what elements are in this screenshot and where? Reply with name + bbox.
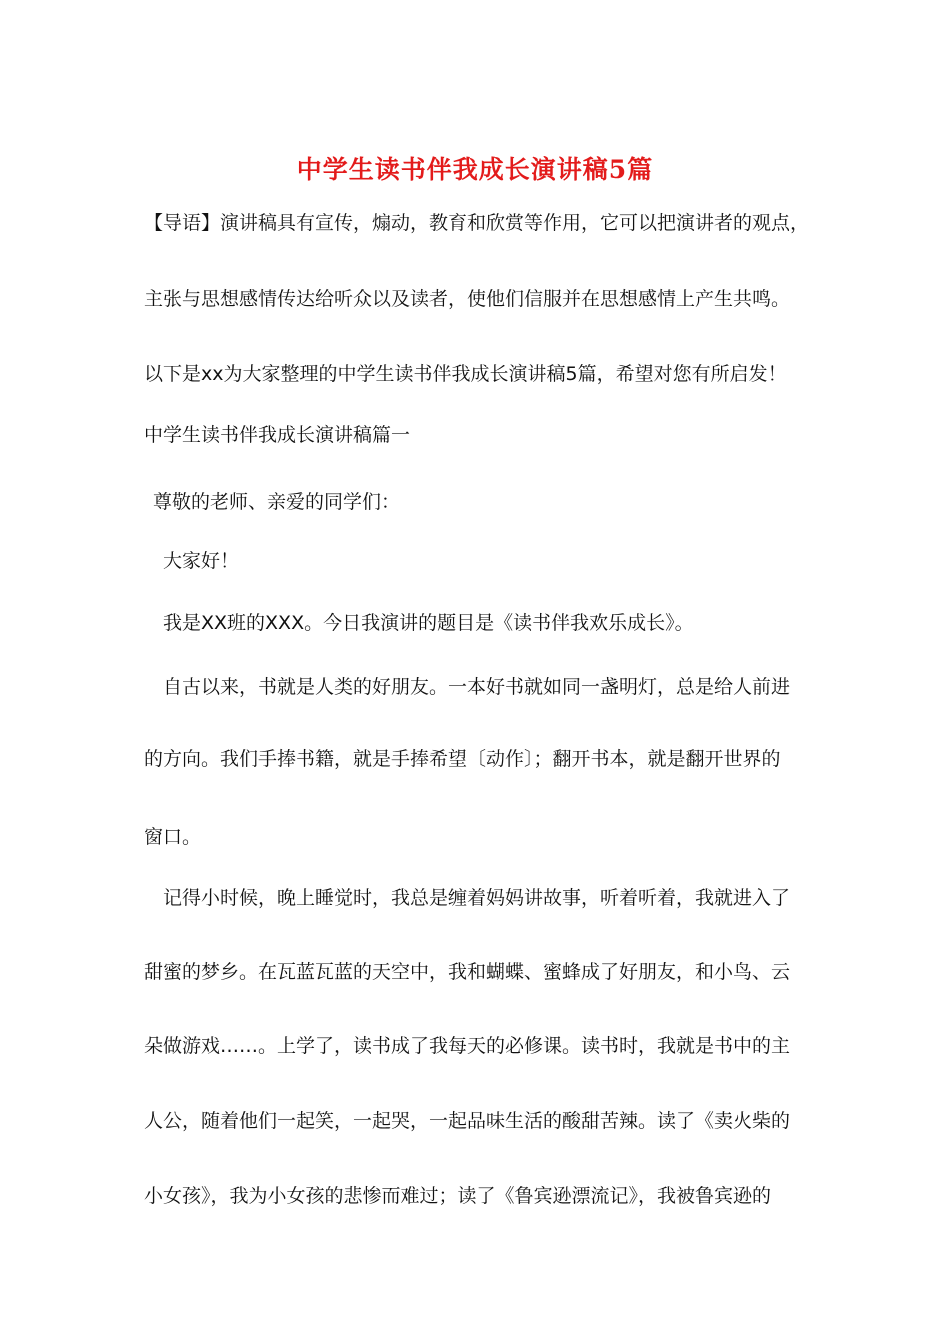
section-heading: 中学生读书伴我成长演讲稿篇一 bbox=[144, 424, 411, 446]
paragraph-1-line-2: 的方向。我们手捧书籍，就是手捧希望〔动作〕；翻开书本，就是翻开世界的 bbox=[144, 748, 781, 770]
self-intro: 我是XX班的XXX。今日我演讲的题目是《读书伴我欢乐成长》。 bbox=[163, 612, 694, 634]
intro-line-3: 以下是xx为大家整理的中学生读书伴我成长演讲稿5篇，希望对您有所启发！ bbox=[144, 363, 787, 385]
paragraph-2-line-4: 人公，随着他们一起笑，一起哭，一起品味生活的酸甜苦辣。读了《卖火柴的 bbox=[144, 1110, 791, 1132]
paragraph-1-line-1: 自古以来，书就是人类的好朋友。一本好书就如同一盏明灯，总是给人前进 bbox=[163, 676, 791, 698]
greeting: 大家好！ bbox=[163, 550, 240, 572]
paragraph-2-line-5: 小女孩》，我为小女孩的悲惨而难过；读了《鲁宾逊漂流记》，我被鲁宾逊的 bbox=[144, 1185, 772, 1207]
paragraph-2-line-3: 朵做游戏……。上学了，读书成了我每天的必修课。读书时，我就是书中的主 bbox=[144, 1035, 791, 1057]
intro-line-1: 【导语】演讲稿具有宣传，煽动，教育和欣赏等作用，它可以把演讲者的观点， bbox=[144, 212, 810, 234]
intro-line-2: 主张与思想感情传达给听众以及读者，使他们信服并在思想感情上产生共鸣。 bbox=[144, 288, 791, 310]
document-title: 中学生读书伴我成长演讲稿5篇 bbox=[296, 155, 654, 184]
salutation: 尊敬的老师、亲爱的同学们： bbox=[153, 491, 401, 513]
paragraph-1-line-3: 窗口。 bbox=[144, 826, 202, 848]
paragraph-2-line-2: 甜蜜的梦乡。在瓦蓝瓦蓝的天空中，我和蝴蝶、蜜蜂成了好朋友，和小鸟、云 bbox=[144, 961, 791, 983]
paragraph-2-line-1: 记得小时候，晚上睡觉时，我总是缠着妈妈讲故事，听着听着，我就进入了 bbox=[163, 887, 791, 909]
